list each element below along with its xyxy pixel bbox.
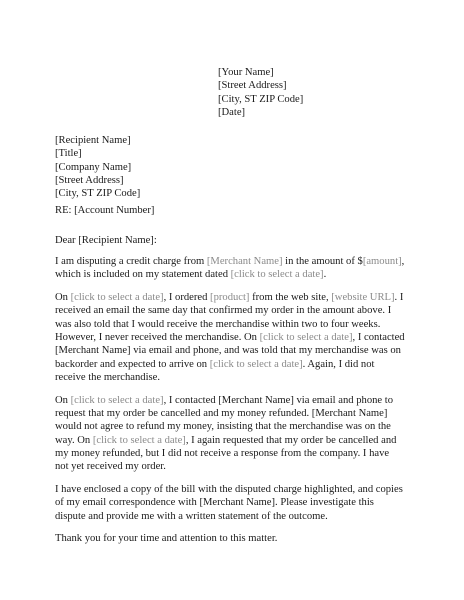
text: On bbox=[55, 394, 71, 406]
sender-name[interactable]: [Your Name] bbox=[218, 67, 274, 78]
text: in the amount of $ bbox=[282, 256, 363, 267]
text: I am disputing a credit charge from bbox=[55, 256, 207, 267]
paragraph-4: I have enclosed a copy of the bill with the disputed charge highlighted, and copies of my email correspondence with [Merchant Name]. Please investigate this dispute and provide me with a written statement of the outcome. bbox=[55, 483, 403, 522]
paragraph-2 bbox=[55, 291, 405, 384]
contact-date-picker[interactable]: [click to select a date] bbox=[259, 331, 353, 343]
text: , which is included on my statement dated bbox=[55, 256, 405, 281]
text: . I received an email the same day that confirmed my order in the amount above. I was also told that I would receive the merchandise within two to four weeks. However, I never received the merchandise. On bbox=[55, 292, 404, 343]
recipient-city[interactable]: [City, ST ZIP Code] bbox=[55, 188, 141, 200]
recipient-block bbox=[55, 134, 140, 200]
letter-body bbox=[55, 255, 405, 555]
recipient-name[interactable]: [Recipient Name] bbox=[55, 135, 131, 146]
letter-date[interactable]: [Date] bbox=[218, 106, 246, 118]
merchant-name-placeholder[interactable]: [Merchant Name] bbox=[206, 256, 283, 267]
recipient-company[interactable]: [Company Name] bbox=[55, 161, 132, 173]
statement-date-picker[interactable]: [click to select a date] bbox=[230, 269, 324, 281]
order-date-picker[interactable]: [click to select a date] bbox=[70, 292, 164, 304]
paragraph-3 bbox=[55, 394, 405, 474]
website-url-placeholder[interactable]: [website URL] bbox=[331, 292, 395, 304]
product-placeholder[interactable]: [product] bbox=[210, 292, 250, 304]
text: , I again requested that my order be cancelled and my money refunded, but I did not receive a response from the company. I have not yet received my order. bbox=[55, 434, 397, 473]
recipient-title[interactable]: [Title] bbox=[55, 148, 82, 160]
text: . Again, I did not receive the merchandise. bbox=[55, 358, 375, 383]
text: from the web site, bbox=[249, 292, 332, 304]
text: , I contacted [Merchant Name] via email and phone, and was told that my merchandise was on backorder and expected to arrive on bbox=[55, 331, 405, 370]
text: , I ordered bbox=[163, 292, 211, 304]
sender-street[interactable]: [Street Address] bbox=[218, 80, 287, 92]
cancel-request-date-picker[interactable]: [click to select a date] bbox=[70, 394, 164, 406]
sender-city[interactable]: [City, ST ZIP Code] bbox=[218, 93, 304, 105]
closing-paragraph: Thank you for your time and attention to this matter. bbox=[55, 533, 278, 545]
amount-placeholder[interactable]: [amount] bbox=[362, 256, 402, 267]
recipient-street[interactable]: [Street Address] bbox=[55, 174, 124, 186]
text: On bbox=[55, 292, 71, 304]
reference-line[interactable]: RE: [Account Number] bbox=[55, 205, 155, 216]
salutation[interactable]: Dear [Recipient Name]: bbox=[55, 235, 157, 246]
expected-arrival-date-picker[interactable]: [click to select a date] bbox=[209, 358, 303, 370]
second-request-date-picker[interactable]: [click to select a date] bbox=[92, 434, 186, 446]
text: , I contacted [Merchant Name] via email and phone to request that my order be cancelled and my money refunded. [Merchant Name] would not agree to refund my money, insisting that the merchandise was on the way. On bbox=[55, 394, 393, 446]
sender-block bbox=[218, 66, 303, 119]
paragraph-1 bbox=[55, 255, 405, 282]
text: . bbox=[323, 269, 327, 281]
